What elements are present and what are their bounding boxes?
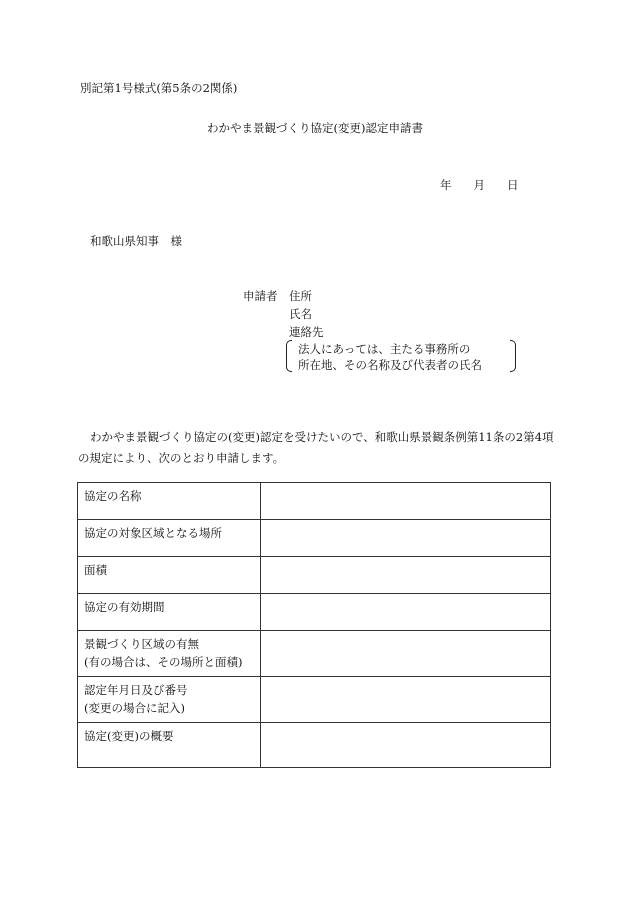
row-label: [78, 520, 261, 557]
row-value-cell[interactable]: [261, 631, 551, 677]
row-label: [78, 483, 261, 520]
row-value-cell[interactable]: [261, 557, 551, 594]
table-row: [78, 520, 551, 557]
row-label-text: 面積: [84, 563, 107, 577]
application-table: [77, 482, 551, 768]
date-year: 年: [440, 178, 452, 192]
row-value-cell[interactable]: [261, 520, 551, 557]
date-month: 月: [473, 178, 485, 192]
date-line: [440, 177, 519, 193]
application-statement: わかやま景観づくり協定の(変更)認定を受けたいので、和歌山県景観条例第11条の2第4項の規定により、次のとおり申請します。: [78, 430, 554, 465]
row-value-cell[interactable]: [261, 594, 551, 631]
form-number: 別記第1号様式(第5条の2関係): [80, 81, 238, 95]
row-label-text: 認定年月日及び番号: [84, 683, 188, 697]
date-day: 日: [507, 178, 519, 192]
document-title: わかやま景観づくり協定(変更)認定申請書: [207, 121, 423, 135]
row-label-text: (変更の場合に記入): [84, 701, 185, 715]
row-label: [78, 723, 261, 768]
table-row: [78, 723, 551, 768]
row-label: [78, 677, 261, 723]
row-label-text: 協定(変更)の概要: [84, 729, 174, 743]
table-row: [78, 631, 551, 677]
table-row: [78, 483, 551, 520]
row-label-text: 景観づくり区域の有無: [84, 637, 199, 651]
row-label-text: (有の場合は、その場所と面積): [84, 655, 243, 669]
row-value-cell[interactable]: [261, 723, 551, 768]
corporate-note: [286, 340, 516, 372]
row-label-text: 協定の名称: [84, 489, 142, 503]
address-label: 住所: [289, 289, 312, 303]
row-label: [78, 594, 261, 631]
row-label-text: 協定の有効期間: [84, 600, 165, 614]
left-bracket: [286, 340, 292, 372]
applicant-label: 申請者: [243, 289, 278, 303]
row-label: [78, 557, 261, 594]
corporate-note-line: 法人にあっては、主たる事務所の: [298, 342, 471, 356]
name-label: 氏名: [289, 307, 312, 321]
row-label-text: 協定の対象区域となる場所: [84, 526, 222, 540]
addressee: 和歌山県知事 様: [90, 234, 182, 248]
row-value-cell[interactable]: [261, 677, 551, 723]
row-value-cell[interactable]: [261, 483, 551, 520]
row-label: [78, 631, 261, 677]
corporate-note-line: 所在地、その名称及び代表者の氏名: [298, 358, 482, 372]
table-row: [78, 557, 551, 594]
table-row: [78, 677, 551, 723]
contact-label: 連絡先: [289, 325, 324, 339]
right-bracket: [510, 340, 516, 372]
table-row: [78, 594, 551, 631]
